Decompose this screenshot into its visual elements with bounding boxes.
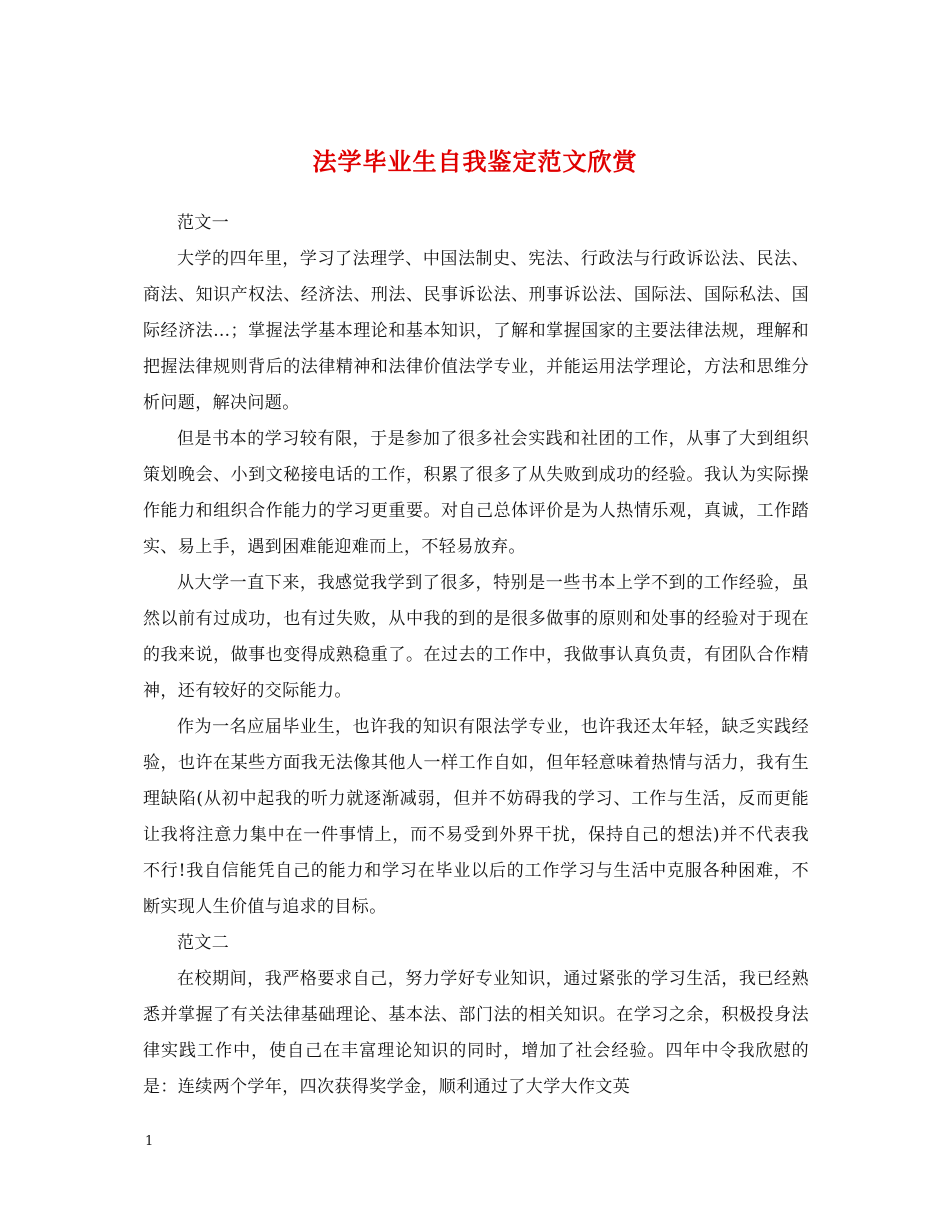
page-number: 1 — [145, 1134, 154, 1149]
paragraph: 在校期间，我严格要求自己，努力学好专业知识，通过紧张的学习生活，我已经熟悉并掌握了有关法律基础理论、基本法、部门法的相关知识。在学习之余，积极投身法律实践工作中，使自己在丰富理论知识的同时，增加了社会经验。四年中令我欣慰的是：连续两个学年，四次获得奖学金，顺利通过了大学大作文英 — [143, 969, 809, 1097]
document-title: 法学毕业生自我鉴定范文欣赏 — [312, 147, 638, 177]
section-heading: 范文一 — [177, 213, 230, 233]
paragraph: 大学的四年里，学习了法理学、中国法制史、宪法、行政法与行政诉讼法、民法、商法、知识产权法、经济法、刑法、民事诉讼法、刑事诉讼法、国际法、国际私法、国际经济法…；掌握法学基本理论和基本知识，了解和掌握国家的主要法律法规，理解和把握法律规则背后的法律精神和法律价值法学专业，并能运用法学理论，方法和思维分析问题，解决问题。 — [143, 249, 809, 413]
paragraph: 从大学一直下来，我感觉我学到了很多，特别是一些书本上学不到的工作经验，虽然以前有过成功，也有过失败，从中我的到的是很多做事的原则和处事的经验对于现在的我来说，做事也变得成熟稳重了。在过去的工作中，我做事认真负责，有团队合作精神，还有较好的交际能力。 — [143, 573, 809, 701]
paragraph: 但是书本的学习较有限，于是参加了很多社会实践和社团的工作，从事了大到组织策划晚会、小到文秘接电话的工作，积累了很多了从失败到成功的经验。我认为实际操作能力和组织合作能力的学习更重要。对自己总体评价是为人热情乐观，真诚，工作踏实、易上手，遇到困难能迎难而上，不轻易放弃。 — [143, 429, 809, 557]
paragraph: 作为一名应届毕业生，也许我的知识有限法学专业，也许我还太年轻，缺乏实践经验，也许在某些方面我无法像其他人一样工作自如，但年轻意味着热情与活力，我有生理缺陷(从初中起我的听力就逐渐减弱，但并不妨碍我的学习、工作与生活，反而更能让我将注意力集中在一件事情上，而不易受到外界干扰，保持自己的想法)并不代表我不行!我自信能凭自己的能力和学习在毕业以后的工作学习与生活中克服各种困难，不断实现人生价值与追求的目标。 — [143, 717, 809, 917]
section-heading: 范文二 — [177, 933, 230, 953]
document-body — [143, 205, 809, 1105]
